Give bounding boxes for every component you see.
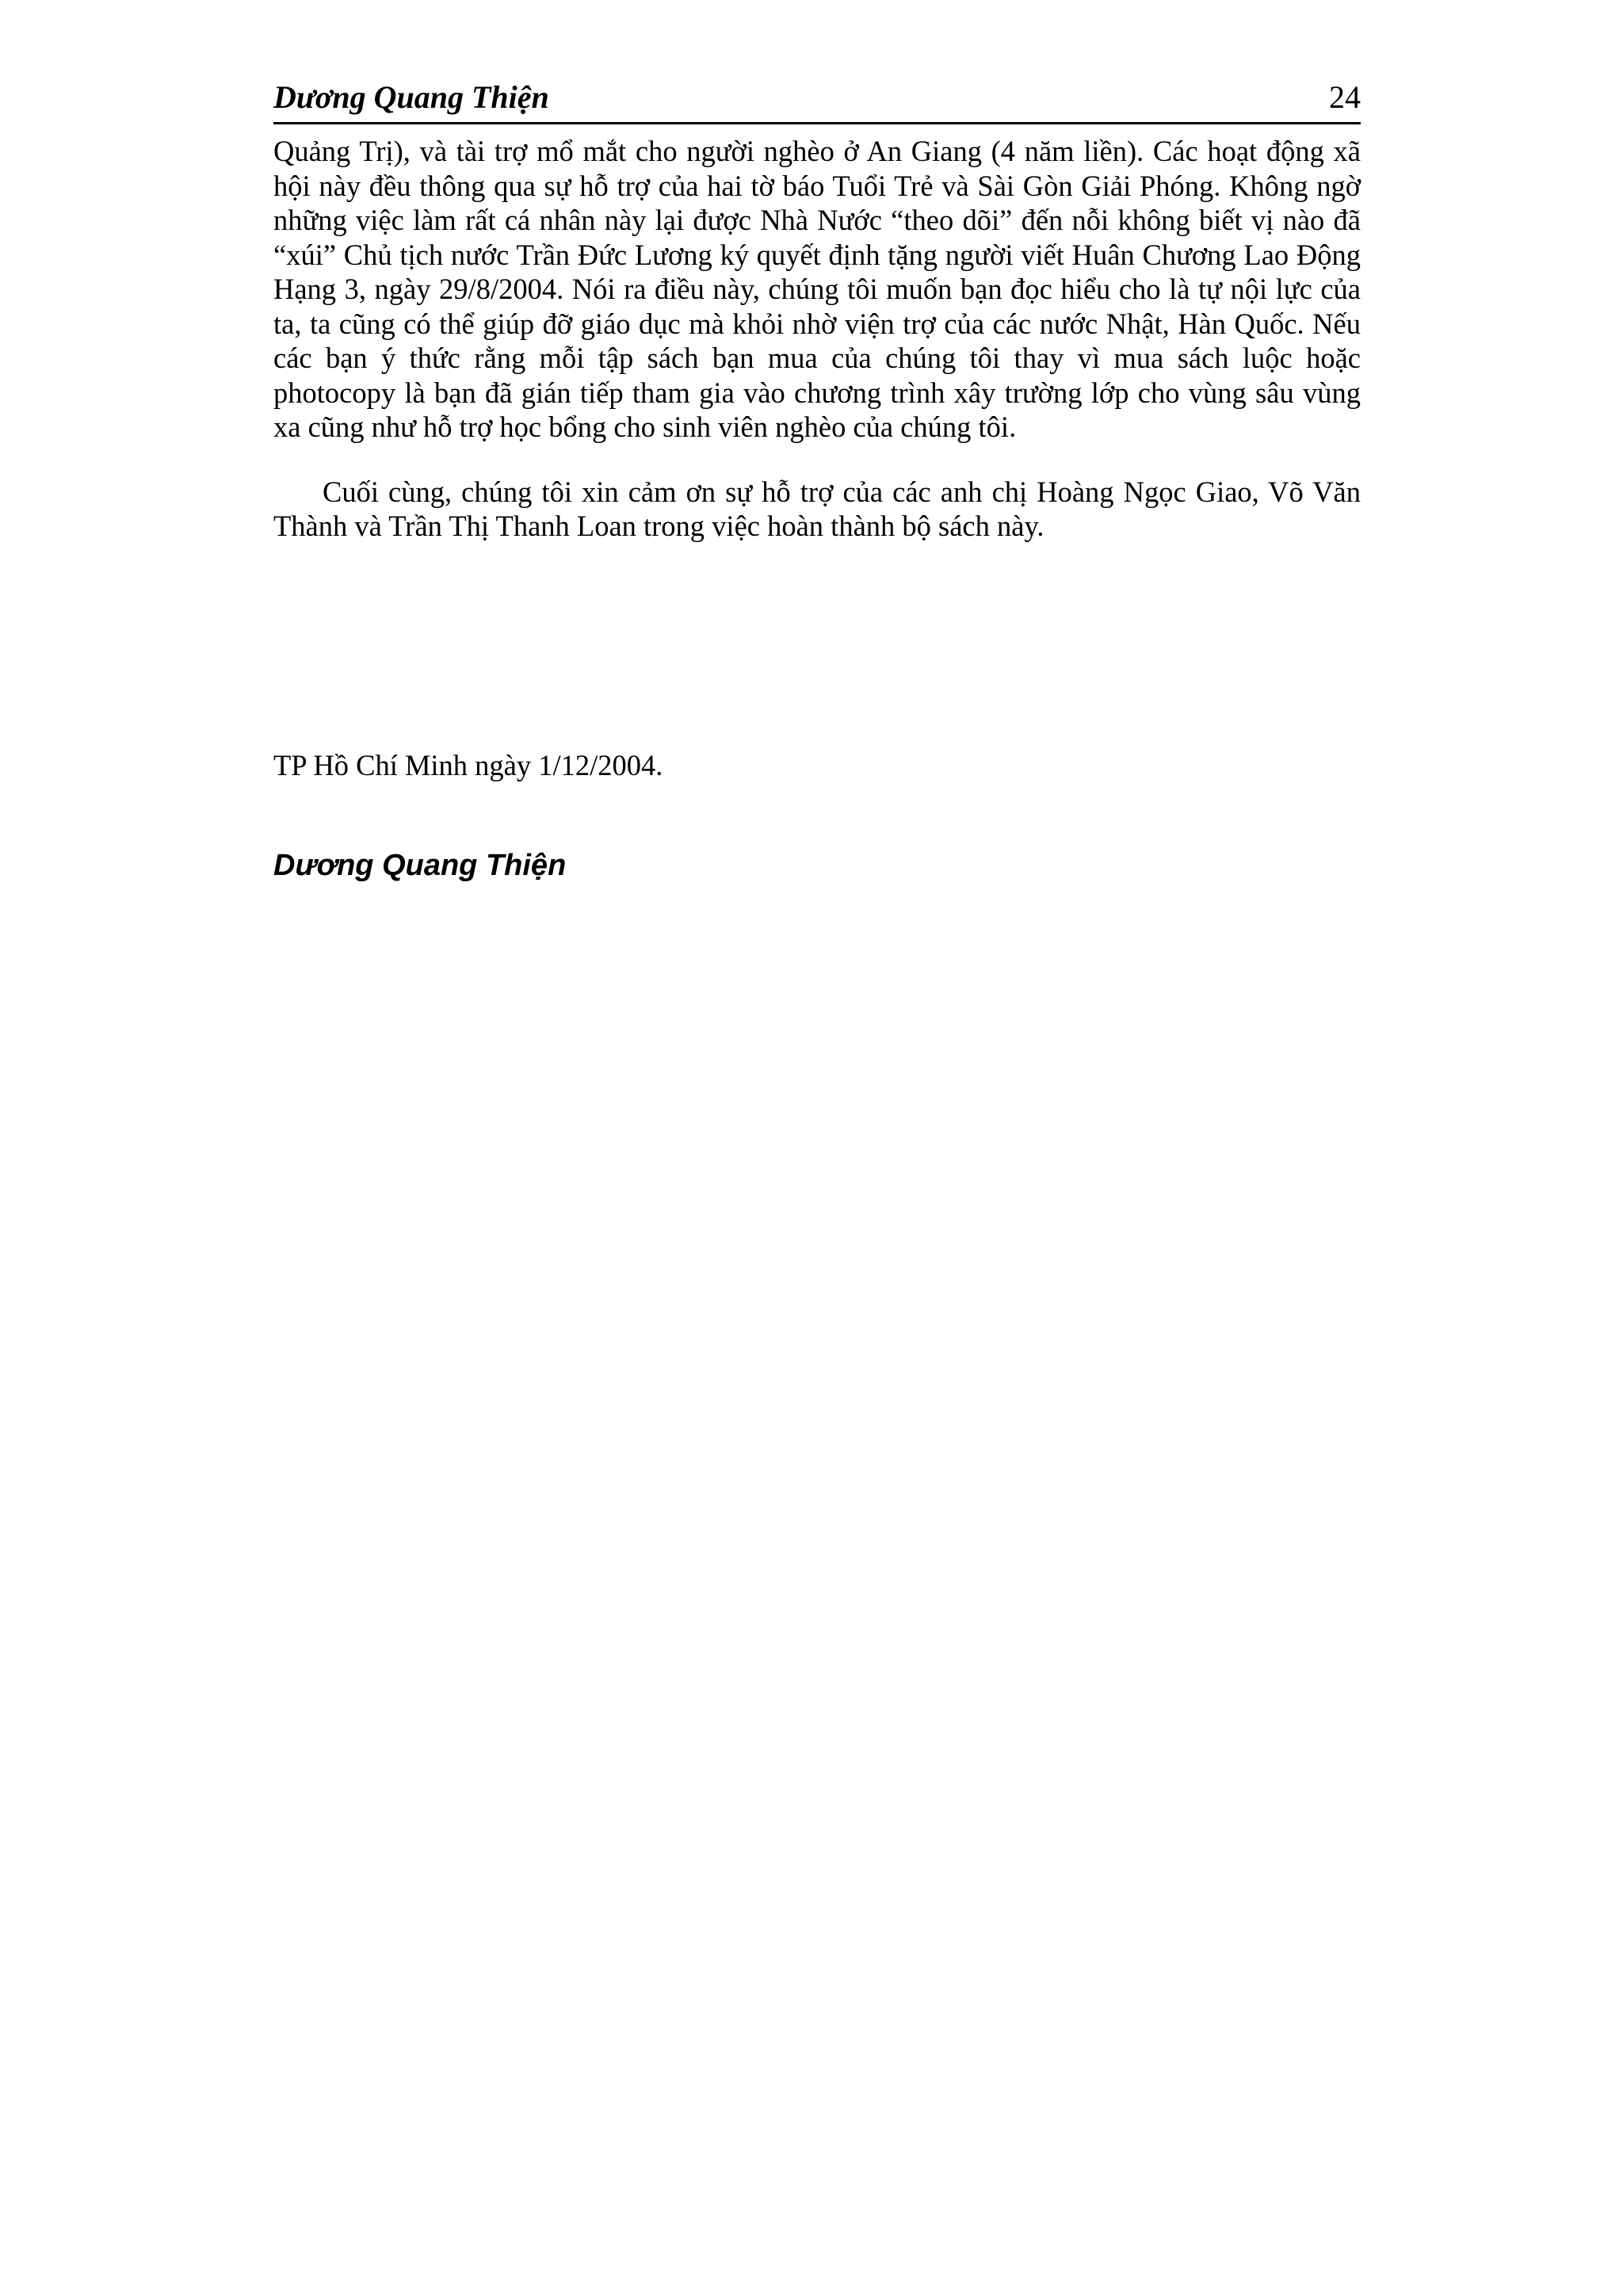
place-and-date: TP Hồ Chí Minh ngày 1/12/2004. <box>273 749 663 781</box>
running-header <box>273 73 1361 124</box>
body-text <box>273 134 1361 544</box>
document-page <box>273 73 1361 882</box>
paragraph-2: Cuối cùng, chúng tôi xin cảm ơn sự hỗ trợ của các anh chị Hoàng Ngọc Giao, Võ Văn Thành và Trần Thị Thanh Loan trong việc hoàn thành bộ sách này. <box>273 475 1361 542</box>
page-number: 24 <box>1329 79 1361 115</box>
header-author-name: Dương Quang Thiện <box>273 79 549 115</box>
signature-name: Dương Quang Thiện <box>273 849 567 882</box>
paragraph-1: Quảng Trị), và tài trợ mổ mắt cho người nghèo ở An Giang (4 năm liền). Các hoạt động xã hội này đều thông qua sự hỗ trợ của hai tờ báo Tuổi Trẻ và Sài Gòn Giải Phóng. Không ngờ những việc làm rất cá nhân này lại được Nhà Nước “theo dõi” đến nỗi không biết vị nào đã “xúi” Chủ tịch nước Trần Đức Lương ký quyết định tặng người viết Huân Chương Lao Động Hạng 3, ngày 29/8/2004. Nói ra điều này, chúng tôi muốn bạn đọc hiểu cho là tự nội lực của ta, ta cũng có thể giúp đỡ giáo dục mà khỏi nhờ viện trợ của các nước Nhật, Hàn Quốc. Nếu các bạn ý thức rằng mỗi tập sách bạn mua của chúng tôi thay vì mua sách luộc hoặc photocopy là bạn đã gián tiếp tham gia vào chương trình xây trường lớp cho vùng sâu vùng xa cũng như hỗ trợ học bổng cho sinh viên nghèo của chúng tôi. <box>273 135 1361 443</box>
